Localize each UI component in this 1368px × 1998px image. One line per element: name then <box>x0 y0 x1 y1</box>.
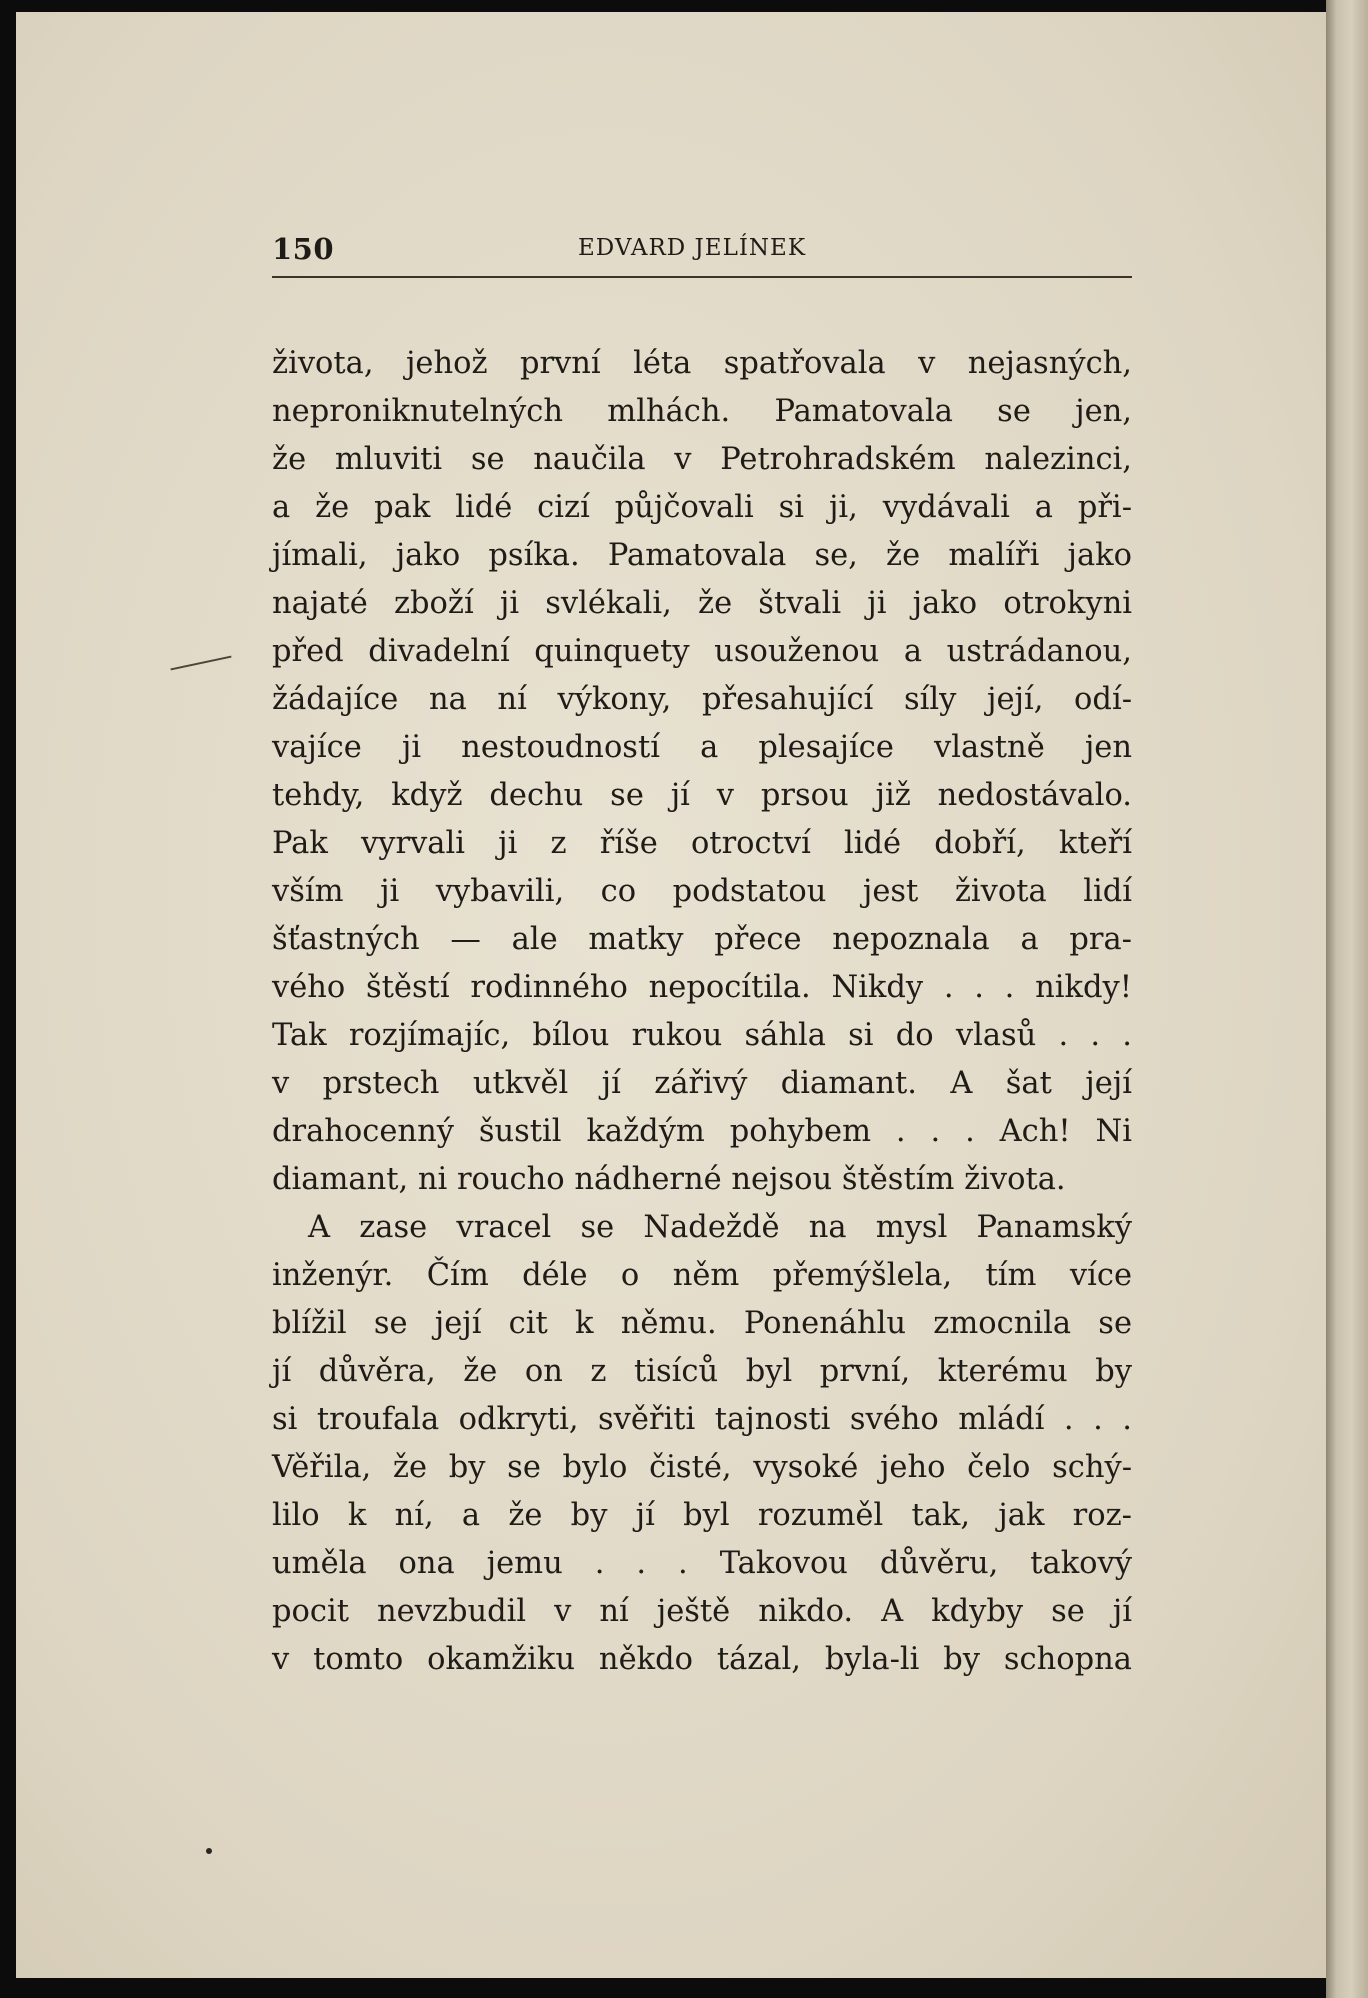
text-line: života, jehož první léta spatřovala v nejasných, <box>272 346 1132 381</box>
page-number: 150 <box>272 232 335 266</box>
text-line: jímali, jako psíka. Pamatovala se, že malíři jako <box>272 538 1132 573</box>
text-line: diamant, ni roucho nádherné nejsou štěstím života. <box>272 1162 1066 1197</box>
ink-speck <box>206 1848 212 1854</box>
text-line: v prstech utkvěl jí zářivý diamant. A šat její <box>272 1066 1132 1101</box>
text-line: blížil se její cit k němu. Ponenáhlu zmocnila se <box>272 1306 1132 1341</box>
text-line: si troufala odkryti, svěřiti tajnosti svého mládí . . . <box>272 1402 1132 1437</box>
book-page <box>16 12 1326 1978</box>
text-line: pocit nevzbudil v ní ještě nikdo. A kdyby se jí <box>272 1594 1132 1629</box>
text-line: tehdy, když dechu se jí v prsou již nedostávalo. <box>272 778 1132 813</box>
text-line: inženýr. Čím déle o něm přemýšlela, tím více <box>272 1258 1132 1293</box>
text-line: šťastných — ale matky přece nepoznala a pra- <box>272 922 1132 957</box>
body-text <box>272 340 1132 1684</box>
header-rule <box>272 276 1132 278</box>
text-line: Věřila, že by se bylo čisté, vysoké jeho čelo schý- <box>272 1450 1132 1485</box>
text-line: A zase vracel se Nadeždě na mysl Panamský <box>308 1210 1132 1245</box>
text-line: Pak vyrvali ji z říše otroctví lidé dobří, kteří <box>272 826 1132 861</box>
text-line: jí důvěra, že on z tisíců byl první, kterému by <box>272 1354 1132 1389</box>
text-line: najaté zboží ji svlékali, že štvali ji jako otrokyni <box>272 586 1132 621</box>
margin-pencil-mark <box>170 656 231 671</box>
text-line: že mluviti se naučila v Petrohradském nalezinci, <box>272 442 1132 477</box>
running-head <box>272 222 1132 270</box>
text-line: vého štěstí rodinného nepocítila. Nikdy . . . nikdy! <box>272 970 1132 1005</box>
text-line: vším ji vybavili, co podstatou jest života lidí <box>272 874 1132 909</box>
text-line: Tak rozjímajíc, bílou rukou sáhla si do vlasů . . . <box>272 1018 1132 1053</box>
text-line: v tomto okamžiku někdo tázal, byla-li by schopna <box>272 1642 1132 1677</box>
text-line: před divadelní quinquety usouženou a ustrádanou, <box>272 634 1132 669</box>
text-line: žádajíce na ní výkony, přesahující síly její, odí- <box>272 682 1132 717</box>
text-line: drahocenný šustil každým pohybem . . . Ach! Ni <box>272 1114 1132 1149</box>
page-edge <box>1326 0 1368 1998</box>
text-line: lilo k ní, a že by jí byl rozuměl tak, jak roz- <box>272 1498 1132 1533</box>
text-line: a že pak lidé cizí půjčovali si ji, vydávali a při- <box>272 490 1132 525</box>
text-line: vajíce ji nestoudností a plesajíce vlastně jen <box>272 730 1132 765</box>
text-line: neproniknutelných mlhách. Pamatovala se jen, <box>272 394 1132 429</box>
text-line: uměla ona jemu . . . Takovou důvěru, takový <box>272 1546 1132 1581</box>
running-title: EDVARD JELÍNEK <box>578 235 807 261</box>
